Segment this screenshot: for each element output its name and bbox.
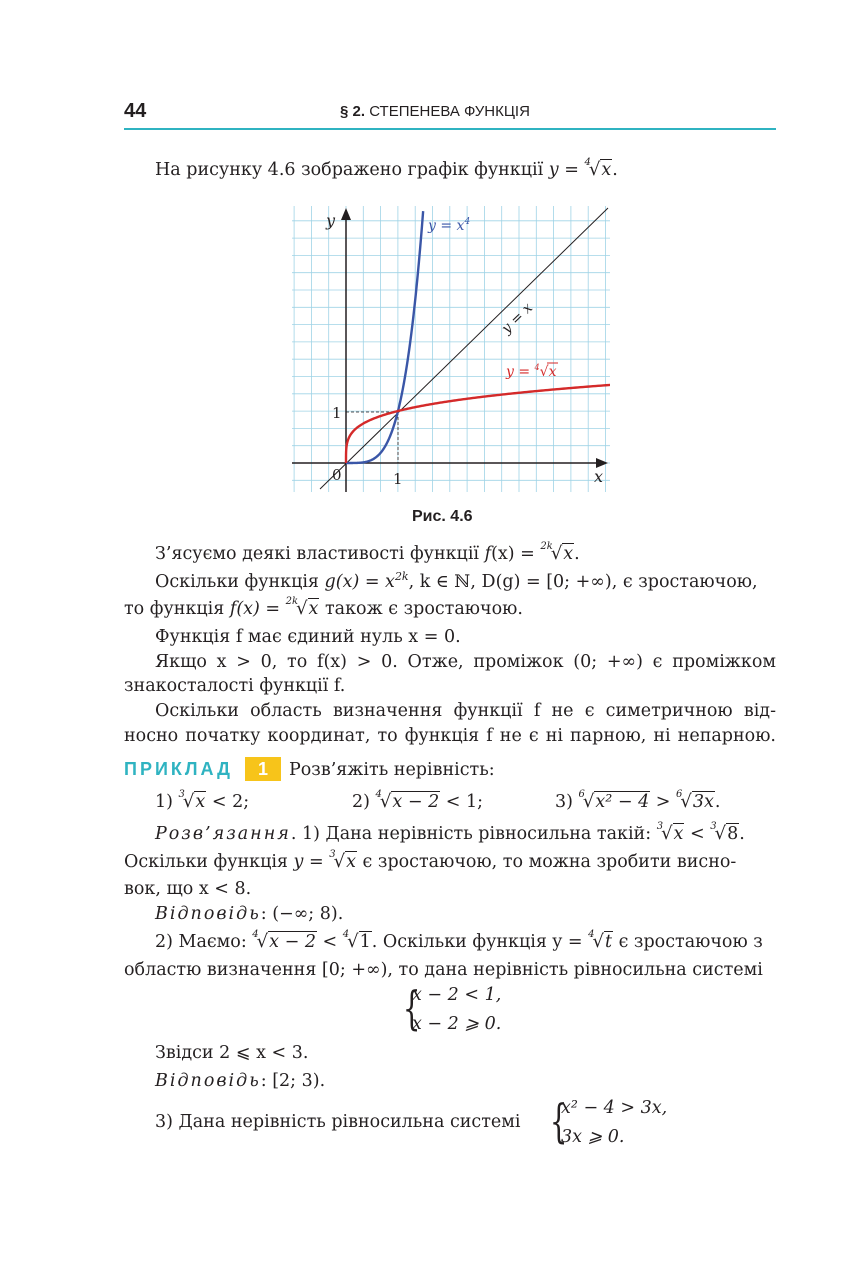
- solution-line-6: Звідси 2 ⩽ x < 3.: [155, 1043, 309, 1063]
- radicand: x − 2: [269, 932, 316, 952]
- radical: [178, 789, 207, 812]
- radical: [710, 821, 739, 844]
- page-number: 44: [124, 100, 147, 122]
- answer-2: [155, 1073, 325, 1091]
- root-index: 4: [588, 929, 595, 940]
- para-parity-1: Оскільки область визначення функції f не є симетричною від-: [155, 701, 776, 721]
- answer-word: Відповідь: [155, 904, 261, 924]
- answer-value: : [2; 3).: [260, 1071, 326, 1091]
- running-header: [340, 103, 530, 120]
- para-end: .: [574, 544, 580, 564]
- text: . 1) Дана нерівність рівносильна такій:: [290, 824, 657, 844]
- radical: [375, 789, 441, 812]
- answer-word: Відповідь: [155, 1071, 261, 1091]
- radical-sign: √: [333, 851, 346, 872]
- grid: [292, 206, 610, 492]
- example-task: Розв’яжіть нерівність:: [289, 760, 495, 780]
- text: то функція: [124, 599, 230, 619]
- system-1-line-1: x − 2 < 1,: [412, 985, 502, 1005]
- para-text: З’ясуємо деякі властивості функції: [155, 544, 485, 564]
- system-2-line-1: x² − 4 > 3x,: [561, 1098, 668, 1118]
- intro-formula-lhs: y =: [548, 160, 585, 180]
- text: є зростаючою з: [613, 932, 763, 952]
- radicand: t: [604, 932, 612, 952]
- radicand: 3x: [692, 792, 714, 812]
- radicand: x² − 4: [595, 792, 650, 812]
- label-identity: y = x: [498, 300, 536, 337]
- example-item-1: [155, 789, 250, 812]
- example-item-3: [555, 789, 721, 812]
- radical: [540, 541, 574, 564]
- label-root: y = $^4$√x: [506, 363, 557, 380]
- curve-fourth-root: [346, 385, 610, 463]
- system-2-line-2: 3x ⩾ 0.: [561, 1127, 625, 1147]
- root-index: 4: [375, 789, 382, 800]
- radical: [676, 789, 715, 812]
- answer-value: : (−∞; 8).: [260, 904, 344, 924]
- radical-sign: √: [347, 931, 359, 952]
- root-index: 2k: [540, 541, 553, 552]
- example-item-2: [352, 789, 484, 812]
- text-end: .: [739, 824, 745, 844]
- radicand: x: [308, 599, 319, 619]
- formula: y =: [293, 852, 330, 872]
- operator: <: [316, 932, 343, 952]
- curve-x-to-the-fourth: [346, 211, 423, 463]
- solution-line-4: [155, 929, 763, 952]
- y-tick-label: 1: [332, 404, 342, 422]
- radical-sign: √: [592, 931, 604, 952]
- radical: [329, 849, 357, 872]
- text: 2) Маємо:: [155, 932, 253, 952]
- item-number: 3): [555, 792, 573, 812]
- example-label: ПРИКЛАД: [124, 759, 233, 779]
- text: Оскільки функція: [124, 852, 294, 872]
- radical-sign: √: [296, 598, 308, 619]
- para-parity-2: носно початку координат, то функція f не є ні парною, ні непарною.: [124, 726, 776, 746]
- radical-sign: √: [582, 791, 595, 812]
- root-index: 3: [656, 821, 664, 832]
- radical-sign: √: [588, 159, 601, 180]
- system-brace-icon: {: [549, 1094, 568, 1148]
- section-title: СТЕПЕНЕВА ФУНКЦІЯ: [365, 103, 530, 120]
- root-index: 6: [676, 789, 683, 800]
- root-index: 3: [329, 849, 336, 860]
- radical-sign: √: [714, 823, 727, 844]
- text: , k ∈ ℕ, D(g) = [0; +∞), є зростаючою,: [408, 571, 758, 592]
- para-properties: [155, 541, 580, 564]
- x-tick-label: 1: [393, 470, 403, 488]
- y-axis-arrow-icon: [341, 208, 351, 220]
- radical: [578, 789, 651, 812]
- operator: <: [684, 824, 711, 844]
- radical: [342, 929, 372, 952]
- radical: [588, 929, 613, 952]
- radical-sign: √: [182, 791, 195, 812]
- intro-text: На рисунку 4.6 зображено графік функції: [155, 160, 544, 180]
- x-axis-label: x: [594, 467, 604, 486]
- label-x4: $y = x^4$: [428, 217, 471, 234]
- func-name: f: [484, 544, 492, 564]
- radical: [252, 929, 317, 952]
- para-sign-2: знакосталості функції f.: [124, 676, 346, 696]
- item-end: .: [714, 792, 721, 812]
- radical: [285, 596, 320, 619]
- radical-sign: √: [550, 543, 563, 564]
- item-number: 2): [352, 792, 370, 812]
- root-index: 4: [252, 929, 259, 940]
- solution-line-7: 3) Дана нерівність рівносильна системі: [155, 1112, 521, 1132]
- function-graph-figure: [292, 206, 610, 492]
- example-number-badge: 1: [245, 757, 281, 781]
- operator: >: [650, 792, 677, 812]
- radicand: x − 2: [392, 792, 440, 812]
- exponent: 2k: [394, 570, 409, 583]
- intro-tail: .: [612, 160, 618, 180]
- item-rest: < 2;: [206, 792, 250, 812]
- radicand: x: [346, 852, 356, 872]
- solution-line-5: областю визначення [0; +∞), то дана нерівність рівносильна системі: [124, 960, 763, 980]
- y-axis-label: y: [326, 211, 336, 230]
- text: також є зростаючою.: [319, 599, 523, 619]
- text: є зростаючою, то можна зробити висно-: [356, 852, 737, 872]
- solution-line-3: вок, що x < 8.: [124, 879, 252, 899]
- para-sign-1: Якщо x > 0, то f(x) > 0. Отже, проміжок (0; +∞) є проміжком: [155, 652, 776, 672]
- root-index: 3: [710, 821, 717, 832]
- header-rule: [124, 128, 776, 130]
- root-index: 4: [584, 157, 591, 168]
- radical-sign: √: [379, 791, 392, 812]
- func-arg: (x) =: [491, 544, 541, 564]
- radicand: x: [601, 160, 612, 180]
- root-index: 4: [342, 929, 350, 940]
- radical: [656, 821, 685, 844]
- radicand: x: [673, 824, 684, 844]
- system-1-line-2: x − 2 ⩾ 0.: [412, 1014, 502, 1034]
- item-number: 1): [155, 792, 173, 812]
- system-brace-icon: {: [402, 981, 421, 1035]
- answer-1: [155, 906, 343, 924]
- radicand: x: [195, 792, 206, 812]
- solution-line-2: [124, 849, 737, 872]
- radicand: 1: [359, 932, 371, 952]
- formula: g(x) = x: [324, 571, 395, 592]
- section-mark: § 2.: [340, 103, 366, 120]
- para-increasing-1: [155, 571, 758, 591]
- radical-sign: √: [680, 791, 692, 812]
- solution-word: Розв’язання: [155, 824, 291, 844]
- radicand: x: [563, 544, 574, 564]
- text: Оскільки функція: [155, 571, 325, 592]
- origin-label: 0: [332, 466, 342, 484]
- item-rest: < 1;: [440, 792, 484, 812]
- figure-caption: Рис. 4.6: [412, 508, 473, 525]
- formula: f(x) =: [229, 599, 286, 619]
- radical-sign: √: [256, 931, 269, 952]
- intro-line: [155, 157, 618, 180]
- radicand: 8: [727, 824, 739, 844]
- root-index: 6: [578, 789, 585, 800]
- root-index: 3: [178, 789, 185, 800]
- radical-sign: √: [661, 823, 673, 844]
- para-increasing-2: [124, 596, 523, 619]
- text: . Оскільки функція y =: [371, 932, 589, 952]
- intro-radical: [584, 157, 612, 180]
- solution-line-1: [155, 821, 745, 844]
- para-zero: Функція f має єдиний нуль x = 0.: [155, 627, 461, 647]
- root-index: 2k: [285, 596, 299, 607]
